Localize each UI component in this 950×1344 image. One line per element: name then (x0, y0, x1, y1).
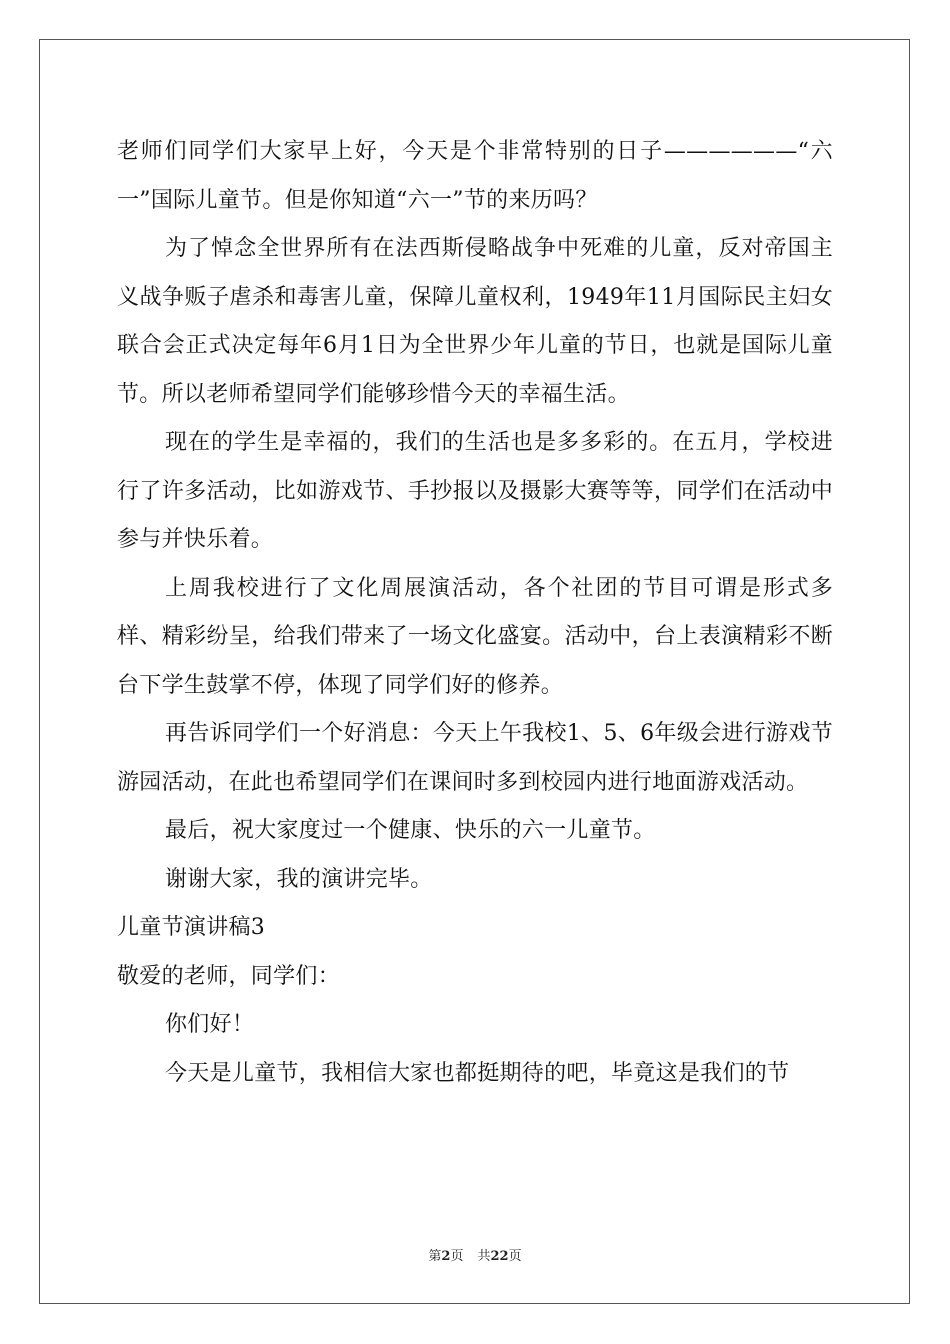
paragraph-11: 今天是儿童节，我相信大家也都挺期待的吧，毕竟这是我们的节 (165, 1060, 790, 1086)
paragraph-1: 老师们同学们大家早上好，今天是个非常特别的日子——————“六一”国际儿童节。但是你知道“六一”节的来历吗？ (117, 139, 833, 213)
page-number: 2 (441, 1249, 451, 1264)
document-body (117, 128, 833, 1098)
total-suffix: 页 (508, 1249, 522, 1264)
greeting: 你们好！ (165, 1012, 255, 1037)
total-pages: 22 (490, 1249, 509, 1264)
paragraph-5: 再告诉同学们一个好消息：今天上午我校1、5、6年级会进行游戏节游园活动，在此也希望同学们在课间时多到校园内进行地面游戏活动。 (117, 721, 833, 795)
paragraph-3: 现在的学生是幸福的，我们的生活也是多多彩的。在五月，学校进行了许多活动，比如游戏节、手抄报以及摄影大赛等等，同学们在活动中参与并快乐着。 (117, 430, 833, 552)
paragraph-7: 谢谢大家，我的演讲完毕。 (165, 866, 433, 892)
paragraph-6: 最后，祝大家度过一个健康、快乐的六一儿童节。 (165, 818, 656, 843)
page-footer (0, 1245, 950, 1264)
section-heading: 儿童节演讲稿3 (117, 915, 266, 940)
page-suffix: 页 (450, 1249, 464, 1264)
page-prefix: 第 (428, 1249, 442, 1264)
paragraph-2: 为了悼念全世界所有在法西斯侵略战争中死难的儿童，反对帝国主义战争贩子虐杀和毒害儿童，保障儿童权利，1949年11月国际民主妇女联合会正式决定每年6月1日为全世界少年儿童的节日，也就是国际儿童节。所以老师希望同学们能够珍惜今天的幸福生活。 (117, 236, 833, 407)
salutation: 敬爱的老师，同学们： (117, 963, 341, 989)
paragraph-4: 上周我校进行了文化周展演活动，各个社团的节目可谓是形式多样、精彩纷呈，给我们带来了一场文化盛宴。活动中，台上表演精彩不断台下学生鼓掌不停，体现了同学们好的修养。 (117, 575, 833, 698)
total-prefix: 共 (477, 1249, 491, 1264)
